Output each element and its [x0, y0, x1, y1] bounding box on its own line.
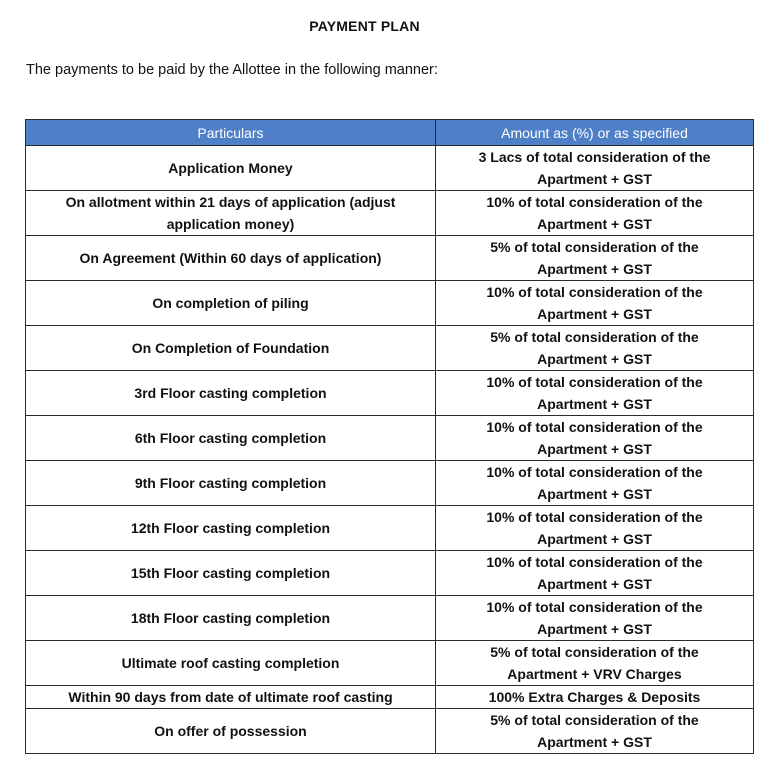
particular-cell: On allotment within 21 days of application (adjust application money): [26, 191, 436, 236]
amount-line: Apartment + GST: [537, 734, 652, 750]
amount-line: 10% of total consideration of the: [486, 599, 703, 615]
particular-cell: 3rd Floor casting completion: [26, 371, 436, 416]
amount-cell: [436, 596, 754, 641]
amount-cell: [436, 146, 754, 191]
table-row: [26, 236, 754, 281]
table-header-row: [26, 120, 754, 146]
amount-line: 5% of total consideration of the: [490, 239, 699, 255]
amount-cell: [436, 236, 754, 281]
table-body: [26, 146, 754, 754]
amount-line: Apartment + GST: [537, 216, 652, 232]
intro-text: The payments to be paid by the Allottee in the following manner:: [26, 62, 438, 78]
amount-cell: [436, 506, 754, 551]
amount-line: 10% of total consideration of the: [486, 509, 703, 525]
particular-cell: Within 90 days from date of ultimate roof casting: [26, 686, 436, 709]
amount-line: Apartment + GST: [537, 441, 652, 457]
table-row: [26, 416, 754, 461]
amount-line: 3 Lacs of total consideration of the: [478, 149, 711, 165]
amount-line: 10% of total consideration of the: [486, 374, 703, 390]
table-row: [26, 551, 754, 596]
amount-line: Apartment + GST: [537, 621, 652, 637]
amount-cell: [436, 281, 754, 326]
amount-cell: [436, 416, 754, 461]
amount-line: Apartment + GST: [537, 171, 652, 187]
amount-line: Apartment + VRV Charges: [507, 666, 682, 682]
header-particulars: Particulars: [26, 120, 436, 146]
amount-line: Apartment + GST: [537, 261, 652, 277]
table-row: [26, 191, 754, 236]
amount-line: 5% of total consideration of the: [490, 644, 699, 660]
amount-line: 10% of total consideration of the: [486, 419, 703, 435]
amount-line: Apartment + GST: [537, 306, 652, 322]
amount-line: 10% of total consideration of the: [486, 464, 703, 480]
particular-cell: 6th Floor casting completion: [26, 416, 436, 461]
amount-line: 10% of total consideration of the: [486, 284, 703, 300]
particular-cell: Application Money: [26, 146, 436, 191]
particular-cell: On offer of possession: [26, 709, 436, 754]
particular-cell: On completion of piling: [26, 281, 436, 326]
amount-line: Apartment + GST: [537, 486, 652, 502]
amount-line: Apartment + GST: [537, 531, 652, 547]
particular-cell: 18th Floor casting completion: [26, 596, 436, 641]
particular-cell: On Completion of Foundation: [26, 326, 436, 371]
table-row: [26, 371, 754, 416]
amount-line: Apartment + GST: [537, 576, 652, 592]
table-row: [26, 326, 754, 371]
amount-cell: [436, 191, 754, 236]
amount-cell: [436, 709, 754, 754]
particular-cell: 15th Floor casting completion: [26, 551, 436, 596]
particular-cell: On Agreement (Within 60 days of application): [26, 236, 436, 281]
table-row: [26, 461, 754, 506]
amount-line: 100% Extra Charges & Deposits: [488, 689, 701, 705]
table-row: [26, 281, 754, 326]
table-row: [26, 506, 754, 551]
page-title: PAYMENT PLAN: [309, 18, 420, 34]
table-row: [26, 686, 754, 709]
table-row: [26, 596, 754, 641]
table-row: [26, 146, 754, 191]
amount-line: 10% of total consideration of the: [486, 554, 703, 570]
particular-cell: Ultimate roof casting completion: [26, 641, 436, 686]
amount-cell: [436, 551, 754, 596]
amount-line: 5% of total consideration of the: [490, 712, 699, 728]
particular-cell: 9th Floor casting completion: [26, 461, 436, 506]
table-row: [26, 641, 754, 686]
payment-plan-table: [25, 119, 754, 754]
amount-cell: [436, 461, 754, 506]
amount-cell: [436, 686, 754, 709]
amount-line: 10% of total consideration of the: [486, 194, 703, 210]
header-amount: Amount as (%) or as specified: [436, 120, 754, 146]
table-row: [26, 709, 754, 754]
amount-cell: [436, 326, 754, 371]
amount-line: Apartment + GST: [537, 396, 652, 412]
amount-cell: [436, 371, 754, 416]
particular-cell: 12th Floor casting completion: [26, 506, 436, 551]
amount-cell: [436, 641, 754, 686]
amount-line: Apartment + GST: [537, 351, 652, 367]
amount-line: 5% of total consideration of the: [490, 329, 699, 345]
